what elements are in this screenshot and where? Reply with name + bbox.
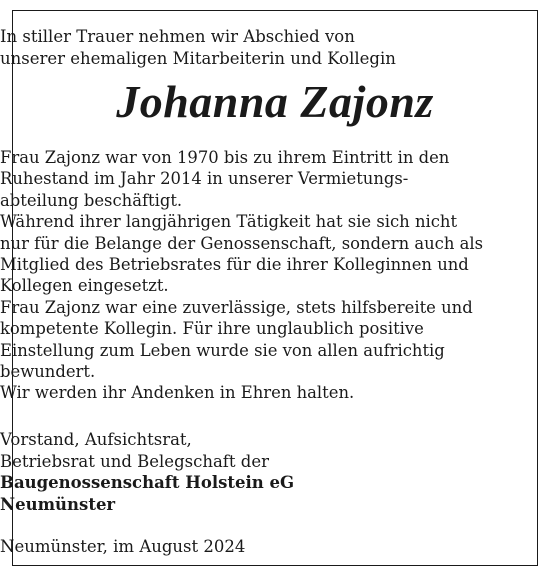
- body-line: abteilung beschäftigt.: [0, 190, 183, 210]
- body-line: Während ihrer langjährigen Tätigkeit hat sie sich nicht: [0, 212, 458, 232]
- signoff-block: [0, 429, 550, 515]
- body-line: Kollegen eingesetzt.: [0, 276, 169, 296]
- body-line: Frau Zajonz war von 1970 bis zu ihrem Eintritt in den: [0, 148, 450, 167]
- intro-line: unserer ehemaligen Mitarbeiterin und Kollegin: [0, 48, 396, 68]
- obituary-body: [0, 147, 550, 404]
- organization-name: Baugenossenschaft Holstein eG: [0, 473, 295, 492]
- place-date: Neumünster, im August 2024: [0, 537, 246, 556]
- intro-line: In stiller Trauer nehmen wir Abschied von: [0, 27, 355, 46]
- body-line: Mitglied des Betriebsrates für die ihrer Kolleginnen und: [0, 255, 469, 275]
- intro-block: [0, 26, 550, 69]
- signoff-line: Betriebsrat und Belegschaft der: [0, 451, 270, 471]
- deceased-name: Johanna Zajonz: [116, 76, 434, 127]
- place-date-block: [0, 536, 550, 558]
- body-line: Ruhestand im Jahr 2014 in unserer Vermietungs-: [0, 169, 409, 189]
- body-line: Frau Zajonz war eine zuverlässige, stets hilfsbereite und: [0, 297, 473, 317]
- body-line: kompetente Kollegin. Für ihre unglaublich positive: [0, 319, 424, 339]
- body-line: Einstellung zum Leben wurde sie von allen aufrichtig: [0, 340, 445, 360]
- body-line: nur für die Belange der Genossenschaft, sondern auch als: [0, 233, 484, 253]
- body-line: bewundert.: [0, 362, 96, 382]
- organization-city: Neumünster: [0, 494, 116, 514]
- body-line: Wir werden ihr Andenken in Ehren halten.: [0, 383, 355, 403]
- signoff-line: Vorstand, Aufsichtsrat,: [0, 430, 192, 449]
